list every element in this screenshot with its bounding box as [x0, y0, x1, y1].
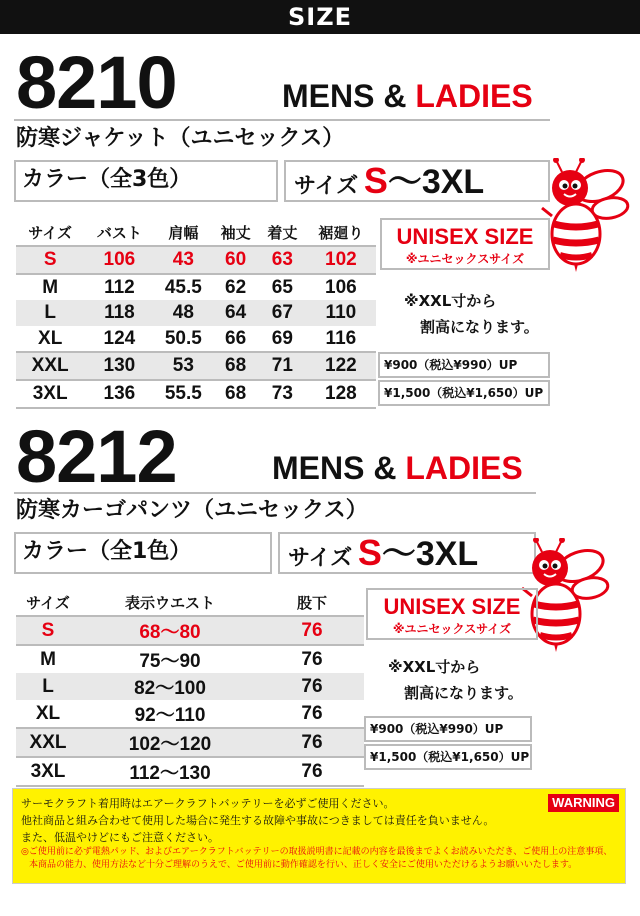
table-cell: 76 [260, 673, 364, 700]
size-header-bar: SIZE [0, 0, 640, 34]
size-range [294, 162, 548, 207]
table-cell: S [16, 246, 84, 274]
col-header: バスト [96, 225, 142, 242]
table-cell: 122 [306, 352, 376, 380]
notice-line: 本商品の能力、使用方法など十分ご理解のうえで、ご使用前に動作確認を行い、正しく安全にご使用いただけるようお願いいたします。 [29, 860, 578, 870]
unisex-size-box [380, 218, 550, 270]
gender-label [282, 80, 533, 112]
table-cell: 63 [259, 246, 306, 274]
3xl-price-box: ¥1,500（税込¥1,650）UP [378, 380, 550, 406]
divider [14, 119, 550, 121]
xxl-price-box: ¥900（税込¥990）UP [378, 352, 550, 378]
table-cell: 118 [84, 300, 154, 326]
table-row [16, 673, 364, 700]
size-range-box [284, 160, 550, 202]
product-name: 防寒カーゴパンツ（ユニセックス） [16, 498, 368, 523]
table-cell: 102 [306, 246, 376, 274]
model-number-8212: 8212 [16, 415, 177, 498]
table-cell: XL [38, 327, 63, 349]
table-cell: 76 [260, 616, 364, 645]
3xl-price-box: ¥1,500（税込¥1,650）UP [364, 744, 532, 770]
table-cell: 50.5 [164, 327, 202, 349]
notice-line: また、低温やけどにもご注意ください。 [21, 831, 219, 844]
table-row [16, 380, 376, 408]
table-cell: 3XL [16, 757, 80, 786]
unisex-subtitle: ※ユニセックスサイズ [392, 622, 512, 636]
table-row [16, 274, 376, 300]
table-cell: 76 [260, 757, 364, 786]
table-cell: 66 [225, 327, 247, 349]
col-header: サイズ [26, 595, 70, 612]
unisex-title: UNISEX SIZE [383, 594, 521, 619]
table-cell: 76 [301, 702, 323, 724]
table-cell: 128 [306, 380, 376, 408]
divider [14, 492, 536, 494]
table-cell: 60 [212, 246, 259, 274]
table-cell: L [16, 300, 84, 326]
unisex-title: UNISEX SIZE [396, 224, 534, 249]
table-cell: S [16, 616, 80, 645]
size-range-prefix: サイズ [294, 174, 359, 199]
size-table-8210 [16, 220, 376, 409]
unisex-size-box [366, 588, 538, 640]
notice-line: ◎ご使用前に必ず電熱パッド、およびエアークラフトバッテリーの取扱説明書に記載の内容を最後までよくお読みいただき、ご使用上の注意事項、 [21, 847, 613, 857]
table-cell: 48 [155, 300, 213, 326]
table-cell: 75〜90 [139, 651, 201, 672]
color-box [14, 160, 278, 202]
table-cell: XXL [16, 728, 80, 757]
gender-mens: MENS & [282, 78, 416, 114]
unisex-subtitle: ※ユニセックスサイズ [405, 252, 525, 266]
note-line: 割高になります。 [404, 684, 523, 702]
col-header: 肩幅 [168, 225, 199, 242]
table-row [16, 246, 376, 274]
table-cell: 65 [271, 276, 293, 298]
table-row [16, 352, 376, 380]
col-header: 股下 [296, 595, 327, 612]
note-line: ※XXL寸から [388, 658, 481, 676]
table-cell: 55.5 [155, 380, 213, 408]
table-cell: 62 [225, 276, 247, 298]
table-cell: XXL [16, 352, 84, 380]
size-range-end: 〜3XL [381, 535, 479, 573]
col-header: サイズ [28, 225, 73, 242]
model-number-8210: 8210 [16, 41, 177, 124]
gender-ladies: LADIES [415, 78, 533, 114]
table-cell: 124 [103, 327, 136, 349]
table-cell: 92〜110 [134, 705, 206, 726]
col-header: 表示ウエスト [124, 595, 215, 612]
table-row [16, 300, 376, 326]
warning-notice [12, 788, 626, 884]
xxl-price-box: ¥900（税込¥990）UP [364, 716, 532, 742]
size-table-8212 [16, 590, 364, 787]
table-cell: 82〜100 [80, 673, 260, 700]
table-row [16, 757, 364, 786]
col-header: 袖丈 [220, 225, 251, 242]
note-line: ※XXL寸から [404, 292, 497, 310]
table-cell: 110 [306, 300, 376, 326]
table-cell: 106 [325, 276, 357, 298]
table-cell: 69 [271, 327, 293, 349]
table-cell: 106 [84, 246, 154, 274]
table-row [16, 700, 364, 728]
col-header: 着丈 [267, 225, 298, 242]
table-cell: 53 [155, 352, 213, 380]
notice-line: サーモクラフト着用時はエアークラフトバッテリーを必ずご使用ください。 [21, 797, 395, 810]
table-cell: 116 [325, 327, 357, 349]
table-cell: 136 [84, 380, 154, 408]
table-cell: 130 [84, 352, 154, 380]
table-cell: 76 [260, 728, 364, 757]
gender-label [272, 452, 523, 484]
table-cell: 73 [259, 380, 306, 408]
gender-ladies: LADIES [405, 450, 523, 486]
table-cell: 45.5 [164, 276, 202, 298]
table-row [16, 326, 376, 352]
table-cell: 71 [259, 352, 306, 380]
table-cell: M [42, 276, 59, 298]
size-range-start: S [363, 160, 388, 201]
notice-line: 他社商品と組み合わせて使用した場合に発生する故障や事故につきましては責任を負いません。 [21, 814, 495, 827]
table-cell: 43 [155, 246, 213, 274]
color-label: カラー（全3色） [22, 167, 192, 192]
bee-mascot-icon [540, 158, 632, 274]
table-cell: M [40, 648, 56, 670]
table-row [16, 616, 364, 645]
table-cell: 64 [212, 300, 259, 326]
table-cell: 68 [212, 352, 259, 380]
size-range-end: 〜3XL [387, 163, 485, 201]
table-row [16, 645, 364, 673]
color-label: カラー（全1色） [22, 539, 192, 564]
table-cell: XL [35, 702, 61, 724]
gender-mens: MENS & [272, 450, 406, 486]
note-line: 割高になります。 [420, 318, 539, 336]
table-cell: 68〜80 [80, 616, 260, 645]
table-cell: 112〜130 [80, 757, 260, 786]
size-range-prefix: サイズ [288, 546, 353, 571]
table-cell: 3XL [16, 380, 84, 408]
table-cell: 67 [259, 300, 306, 326]
col-header: 裾廻り [318, 225, 364, 242]
table-cell: 112 [104, 276, 135, 298]
product-name: 防寒ジャケット（ユニセックス） [16, 126, 345, 151]
table-row [16, 728, 364, 757]
size-range-start: S [357, 532, 382, 573]
warning-badge: WARNING [548, 794, 619, 812]
table-cell: 102〜120 [80, 728, 260, 757]
surcharge-note [404, 288, 539, 340]
color-box [14, 532, 272, 574]
table-cell: 68 [212, 380, 259, 408]
table-cell: L [16, 673, 80, 700]
surcharge-note [388, 654, 523, 706]
table-cell: 76 [301, 648, 323, 670]
size-range [288, 534, 534, 579]
size-range-box [278, 532, 536, 574]
